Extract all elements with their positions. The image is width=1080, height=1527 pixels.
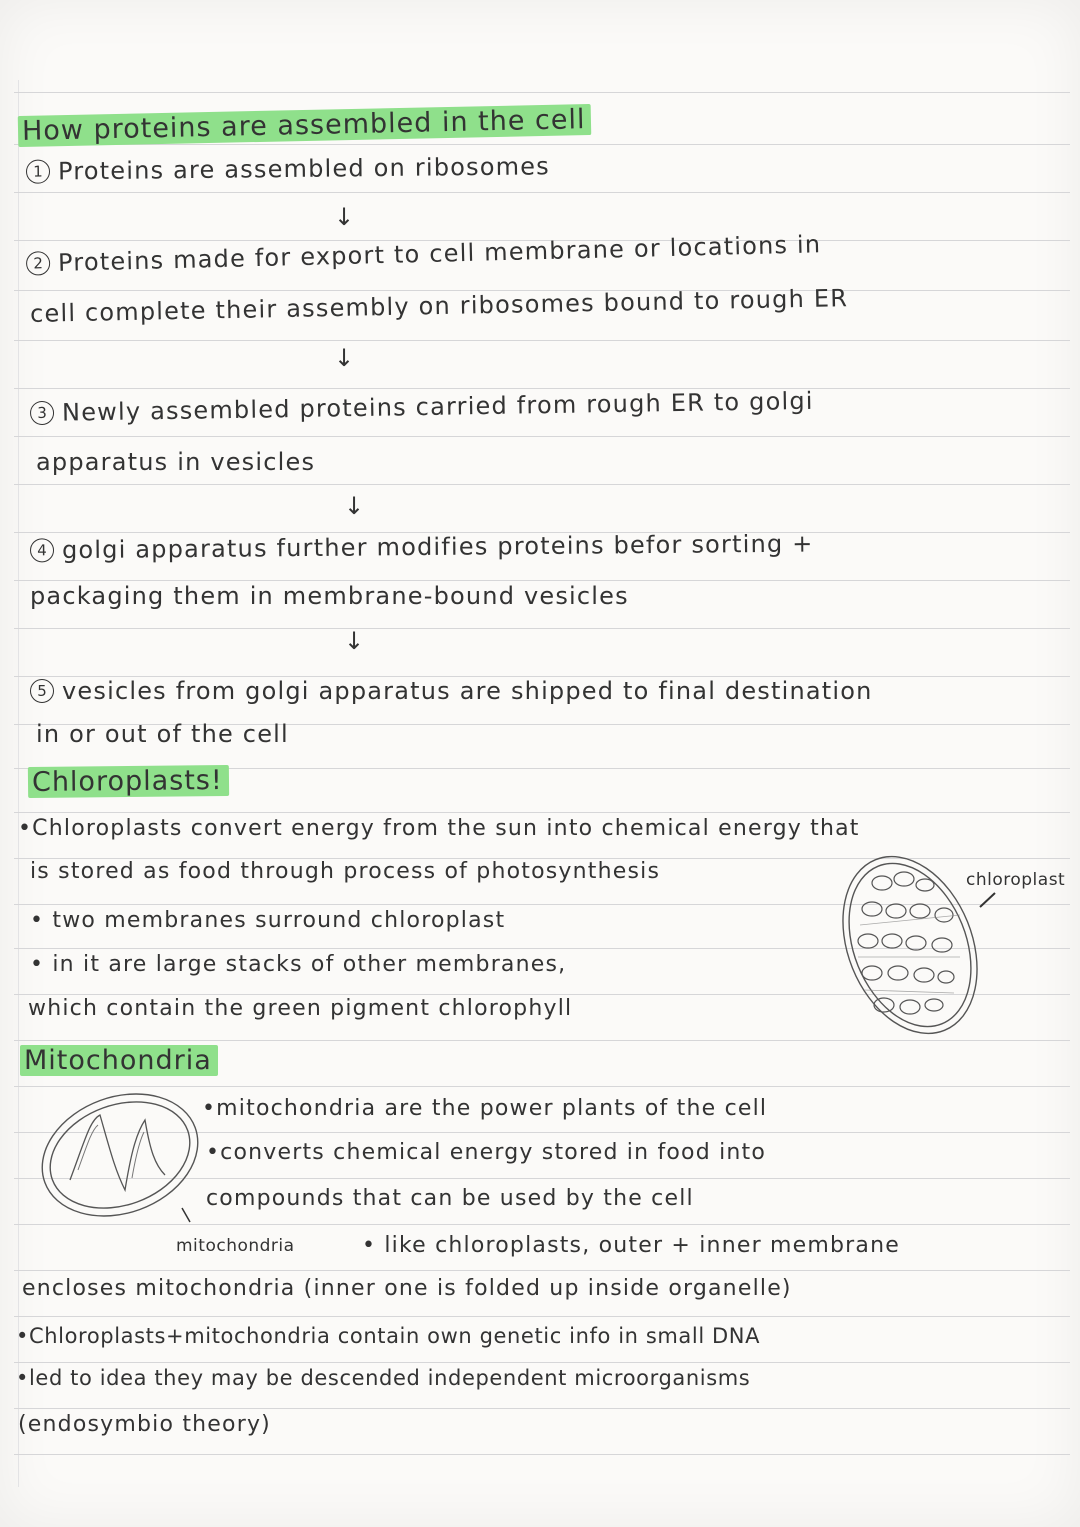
ruled-line: [14, 144, 1070, 145]
step-4: [30, 530, 814, 565]
chloroplast-sketch-label: chloroplast: [966, 870, 1066, 890]
step-1: [26, 152, 550, 185]
chloroplast-heading: [28, 765, 229, 798]
step-2: [26, 230, 822, 277]
ruled-line: [14, 1270, 1070, 1271]
step-5-line-2: in or out of the cell: [36, 720, 289, 748]
down-arrow-icon: ↓: [344, 492, 365, 520]
mitochondria-line-2: •converts chemical energy stored in food into: [206, 1140, 767, 1165]
mitochondria-heading: [20, 1045, 218, 1076]
mitochondria-heading-text: Mitochondria: [20, 1045, 218, 1076]
mitochondria-line-1: •mitochondria are the power plants of the cell: [202, 1096, 768, 1121]
step-3: [30, 387, 814, 427]
chloroplast-line-1: •Chloroplasts convert energy from the sun into chemical energy that: [18, 816, 860, 841]
mitochondria-line-8: (endosymbio theory): [18, 1412, 271, 1437]
step-text: Proteins are assembled on ribosomes: [57, 152, 551, 186]
ruled-line: [14, 1362, 1070, 1363]
ruled-line: [14, 1316, 1070, 1317]
mitochondria-sketch-icon: [30, 1080, 210, 1230]
step-text: vesicles from golgi apparatus are shipped to final destination: [62, 677, 873, 705]
ruled-line: [14, 628, 1070, 629]
chloroplast-line-2: is stored as food through process of photosynthesis: [30, 859, 661, 884]
mitochondria-line-3: compounds that can be used by the cell: [206, 1186, 694, 1211]
down-arrow-icon: ↓: [344, 627, 365, 655]
mitochondria-sketch-label: mitochondria: [176, 1236, 295, 1256]
chloroplast-line-3: • two membranes surround chloroplast: [30, 908, 506, 933]
ruled-line: [14, 812, 1070, 813]
step-5: [30, 677, 873, 705]
step-3-line-2: apparatus in vesicles: [36, 448, 316, 476]
ruled-line: [14, 92, 1070, 93]
chloroplast-line-4: • in it are large stacks of other membranes,: [30, 952, 567, 977]
protein-heading-text: How proteins are assembled in the cell: [18, 104, 592, 147]
ruled-line: [14, 580, 1070, 581]
ruled-line: [14, 388, 1070, 389]
step-text: golgi apparatus further modifies proteins befor sorting +: [61, 529, 814, 565]
down-arrow-icon: ↓: [334, 203, 355, 231]
step-4-line-2: packaging them in membrane-bound vesicles: [30, 582, 629, 610]
margin-line: [18, 80, 19, 1487]
ruled-line: [14, 1408, 1070, 1409]
ruled-line: [14, 192, 1070, 193]
protein-heading: [18, 104, 592, 147]
ruled-line: [14, 1454, 1070, 1455]
step-text: Newly assembled proteins carried from rough ER to golgi: [61, 386, 814, 427]
step-text: Proteins made for export to cell membrane or locations in: [57, 230, 822, 277]
step-2-line-2: cell complete their assembly on ribosomes bound to rough ER: [29, 284, 849, 328]
mitochondria-line-4: • like chloroplasts, outer + inner membrane: [362, 1233, 900, 1258]
chloroplast-heading-text: Chloroplasts!: [28, 765, 229, 798]
step-number: 4: [30, 538, 54, 562]
step-number: 1: [26, 159, 50, 183]
step-number: 5: [30, 679, 54, 703]
step-number: 2: [26, 251, 51, 276]
mitochondria-line-6: •Chloroplasts+mitochondria contain own genetic info in small DNA: [16, 1324, 761, 1348]
chloroplast-line-5: which contain the green pigment chlorophyll: [28, 996, 573, 1021]
ruled-line: [14, 484, 1070, 485]
mitochondria-line-7: •led to idea they may be descended independent microorganisms: [16, 1366, 751, 1390]
down-arrow-icon: ↓: [334, 344, 355, 372]
ruled-line: [14, 436, 1070, 437]
step-number: 3: [30, 401, 54, 425]
mitochondria-line-5: encloses mitochondria (inner one is folded up inside organelle): [22, 1276, 792, 1301]
ruled-line: [14, 340, 1070, 341]
